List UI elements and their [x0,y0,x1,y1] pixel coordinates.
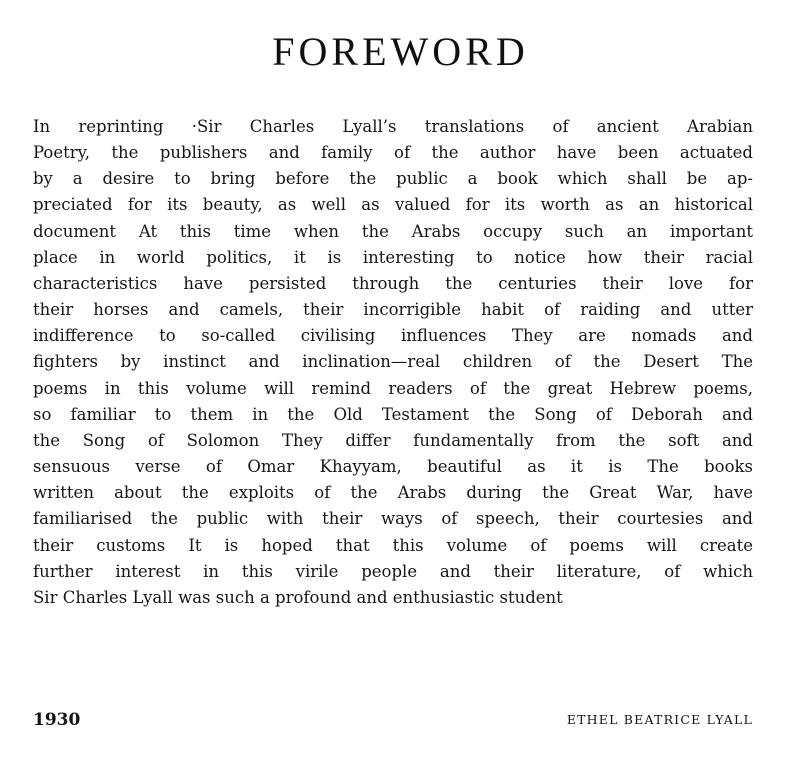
body-line: characteristics have persisted through the centuries their love for [33,273,753,293]
body-line-last: Sir Charles Lyall was such a profound and enthusiastic student [33,587,563,607]
footer-author: ETHEL BEATRICE LYALL [566,712,753,727]
body-line: indifference to so-called civilising influences They are nomads and [33,326,753,346]
body-line: In reprinting ·Sir Charles Lyall’s translations of ancient Arabian [33,117,753,136]
body-line: their customs It is hoped that this volume of poems will create [33,535,753,555]
body-line: by a desire to bring before the public a book which shall be ap- [33,169,753,189]
body-line: familiarised the public with their ways of speech, their courtesies and [33,509,753,529]
body-line: sensuous verse of Omar Khayyam, beautiful as it is The books [33,457,753,477]
body-line: preciated for its beauty, as well as valued for its worth as an historical [33,195,753,215]
body-line: their horses and camels, their incorrigible habit of raiding and utter [33,300,753,320]
body-line: Poetry, the publishers and family of the author have been actuated [33,143,753,163]
body-line: place in world politics, it is interesting to notice how their racial [33,247,753,267]
page-title: FOREWORD [272,29,529,74]
body-line: further interest in this virile people and their literature, of which [33,561,753,581]
body-line: poems in this volume will remind readers of the great Hebrew poems, [33,378,753,398]
body-line: written about the exploits of the Arabs during the Great War, have [33,483,753,503]
body-line: fighters by instinct and inclination—real children of the Desert The [33,352,753,372]
body-line: the Song of Solomon They differ fundamentally from the soft and [33,430,753,450]
foreword-body [33,114,753,611]
body-line: so familiar to them in the Old Testament the Song of Deborah and [33,404,753,424]
signature-footer [33,706,753,734]
body-line: document At this time when the Arabs occupy such an important [33,221,753,241]
footer-year: 1930 [33,710,81,730]
